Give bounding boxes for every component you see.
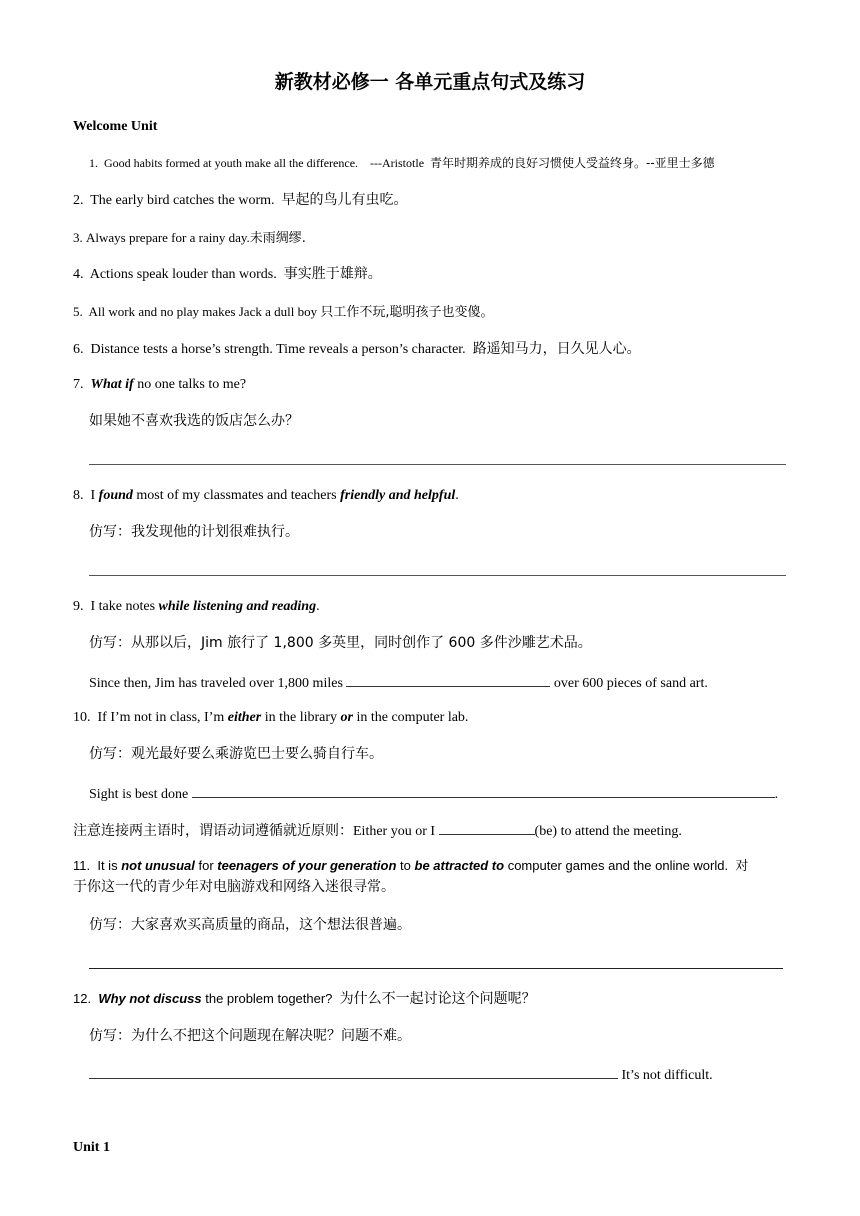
fill-9 — [89, 674, 708, 691]
prompt-text: Jim 旅行了 1,800 多英里，同时创作了 600 多件沙雕艺术品。 — [201, 635, 592, 651]
key-phrase: Why not discuss — [98, 991, 202, 1006]
prompt-text: 仿写：从那以后， — [89, 635, 201, 651]
punctuation: . — [316, 599, 320, 614]
key-phrase: What if — [90, 377, 134, 392]
sentence-10 — [73, 711, 468, 725]
fill-text: It’s not difficult. — [621, 1068, 713, 1083]
prompt-10: 仿写：观光最好要么乘游览巴士要么骑自行车。 — [89, 746, 383, 762]
sentence-3 — [73, 231, 306, 245]
sentence-11-zh: 于你这一代的青少年对电脑游戏和网络入迷很寻常。 — [73, 879, 395, 895]
sentence-en: computer games and the online world. — [504, 858, 729, 873]
sentence-8 — [73, 489, 459, 503]
sentence-zh: 未雨绸缪. — [249, 231, 306, 246]
sentence-number: 5. — [73, 304, 83, 319]
sentence-en: If I’m not in class, I’m — [97, 710, 228, 725]
sentence-en: most of my classmates and teachers — [132, 488, 341, 503]
sentence-en: It is — [97, 858, 122, 873]
section-heading-unit1: Unit 1 — [73, 1140, 110, 1155]
key-phrase: found — [98, 488, 133, 503]
sentence-number: 4. — [73, 267, 84, 282]
sentence-en: The early bird catches the worm. — [90, 193, 275, 208]
sentence-6 — [73, 342, 641, 357]
answer-line-11[interactable] — [89, 968, 783, 969]
prompt-11: 仿写：大家喜欢买高质量的商品，这个想法很普遍。 — [89, 917, 411, 933]
key-phrase: or — [340, 710, 353, 725]
punctuation: . — [774, 787, 779, 802]
sentence-author: ---Aristotle — [370, 156, 425, 170]
fill-blank[interactable] — [192, 785, 775, 798]
sentence-zh: 青年时期养成的良好习惯使人受益终身。--亚里士多德 — [430, 156, 715, 170]
sentence-9 — [73, 600, 320, 614]
punctuation: . — [455, 488, 459, 503]
sentence-zh: 路遥知马力，日久见人心。 — [472, 341, 641, 357]
sentence-number: 6. — [73, 342, 84, 357]
prompt-7: 如果她不喜欢我选的饭店怎么办？ — [89, 413, 299, 429]
sentence-en: to — [396, 858, 415, 873]
grammar-note — [73, 822, 682, 839]
sentence-number: 3. — [73, 230, 83, 245]
sentence-en: Actions speak louder than words. — [89, 267, 277, 282]
note-zh: 注意连接两主语时，谓语动词遵循就近原则： — [73, 823, 353, 839]
sentence-number: 10. — [73, 710, 91, 725]
sentence-number: 9. — [73, 599, 84, 614]
sentence-1 — [89, 157, 715, 169]
sentence-number: 2. — [73, 193, 84, 208]
sentence-5 — [73, 305, 493, 319]
key-phrase: not unusual — [121, 858, 195, 873]
sentence-zh: 事实胜于雄辩。 — [283, 266, 382, 282]
key-phrase: friendly and helpful — [340, 488, 456, 503]
sentence-number: 1. — [89, 156, 98, 170]
answer-line-7[interactable] — [89, 464, 786, 465]
fill-10 — [89, 785, 778, 802]
sentence-en: no one talks to me? — [133, 377, 247, 392]
page-title: 新教材必修一 各单元重点句式及练习 — [274, 71, 586, 93]
sentence-zh: 为什么不一起讨论这个问题呢？ — [339, 991, 536, 1007]
sentence-number: 12. — [73, 991, 92, 1006]
sentence-number: 11. — [73, 858, 91, 873]
sentence-zh: 对 — [735, 859, 749, 874]
sentence-en: the problem together? — [201, 991, 333, 1006]
fill-blank[interactable] — [439, 822, 535, 835]
sentence-11 — [73, 859, 748, 873]
sentence-number: 8. — [73, 488, 84, 503]
sentence-en: Always prepare for a rainy day. — [86, 230, 250, 245]
sentence-zh: 只工作不玩,聪明孩子也变傻。 — [320, 305, 494, 320]
fill-text: Sight is best done — [89, 787, 189, 802]
sentence-zh: 早起的鸟儿有虫吃。 — [281, 192, 408, 208]
prompt-8: 仿写：我发现他的计划很难执行。 — [89, 524, 299, 540]
note-en: Either you or I — [353, 824, 436, 839]
sentence-7 — [73, 378, 246, 392]
sentence-4 — [73, 267, 382, 282]
fill-blank[interactable] — [89, 1066, 618, 1079]
fill-12 — [89, 1066, 713, 1083]
sentence-en: in the computer lab. — [352, 710, 469, 725]
section-heading-welcome: Welcome Unit — [73, 119, 158, 134]
answer-line-8[interactable] — [89, 575, 786, 576]
key-phrase: teenagers of your generation — [217, 858, 397, 873]
key-phrase: while listening and reading — [158, 599, 317, 614]
sentence-en: I take notes — [90, 599, 159, 614]
fill-text: Since then, Jim has traveled over 1,800 miles — [89, 676, 343, 691]
sentence-12 — [73, 992, 536, 1006]
prompt-12: 仿写：为什么不把这个问题现在解决呢？问题不难。 — [89, 1028, 411, 1044]
sentence-2 — [73, 193, 408, 208]
key-phrase: either — [227, 710, 262, 725]
sentence-en: for — [194, 858, 218, 873]
fill-text: over 600 pieces of sand art. — [553, 676, 708, 691]
sentence-en: Distance tests a horse’s strength. Time reveals a person’s character. — [90, 342, 466, 357]
sentence-en: I — [90, 488, 99, 503]
sentence-en: All work and no play makes Jack a dull boy — [88, 304, 318, 319]
key-phrase: be attracted to — [414, 858, 505, 873]
sentence-en: Good habits formed at youth make all the difference. — [104, 156, 359, 170]
note-en: (be) to attend the meeting. — [534, 824, 682, 839]
sentence-en: in the library — [261, 710, 341, 725]
prompt-9 — [89, 636, 592, 651]
sentence-number: 7. — [73, 377, 84, 392]
fill-blank[interactable] — [346, 674, 550, 687]
